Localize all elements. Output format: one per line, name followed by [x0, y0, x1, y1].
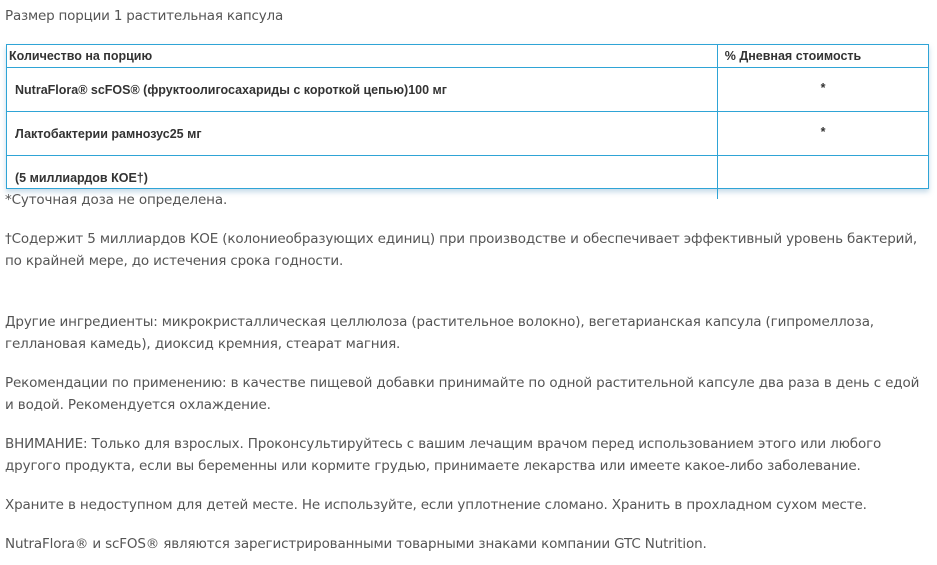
trademark-text: NutraFlora® и scFOS® являются зарегистрированными товарными знаками компании GTC Nutrition. — [5, 536, 707, 552]
ingredient-daily-value: * — [718, 112, 929, 156]
other-ingredients: Другие ингредиенты: микрокристаллическая целлюлоза (растительное волокно), вегетарианская капсула (гипромеллоза, геллановая камедь), диоксид кремния, стеарат магния. — [5, 314, 874, 352]
serving-size: Размер порции 1 растительная капсула — [5, 8, 284, 24]
warning-text: ВНИМАНИЕ: Только для взрослых. Проконсультируйтесь с вашим лечащим врачом перед использованием этого или любого другого продукта, если вы беременны или кормите грудью, принимаете лекарства или имеете какое-либо заболевание. — [5, 436, 882, 474]
table-header-row — [7, 45, 928, 68]
usage-directions: Рекомендации по применению: в качестве пищевой добавки принимайте по одной растительной капсуле два раза в день с едой и водой. Рекомендуется охлаждение. — [5, 375, 920, 413]
table-row — [7, 112, 928, 156]
cfu-note: †Содержит 5 миллиардов КОЕ (колониеобразующих единиц) при производстве и обеспечивает эффективный уровень бактерий, по крайней мере, до истечения срока годности. — [5, 231, 918, 269]
ingredient-name: (5 миллиардов КОЕ†) — [7, 156, 718, 200]
ingredient-name: Лактобактерии рамнозус25 мг — [7, 112, 718, 156]
table-row — [7, 68, 928, 112]
daily-value-note: *Суточная доза не определена. — [5, 192, 228, 208]
amount-per-serving-header: Количество на порцию — [9, 49, 153, 63]
ingredient-daily-value: * — [718, 68, 929, 112]
daily-value-header: % Дневная стоимость — [718, 45, 929, 68]
storage-text: Храните в недоступном для детей месте. Не используйте, если уплотнение сломано. Хранить в прохладном сухом месте. — [5, 497, 867, 513]
ingredient-name: NutraFlora® scFOS® (фруктоолигосахариды с короткой цепью)100 мг — [7, 68, 718, 112]
supplement-facts-table — [6, 44, 929, 189]
